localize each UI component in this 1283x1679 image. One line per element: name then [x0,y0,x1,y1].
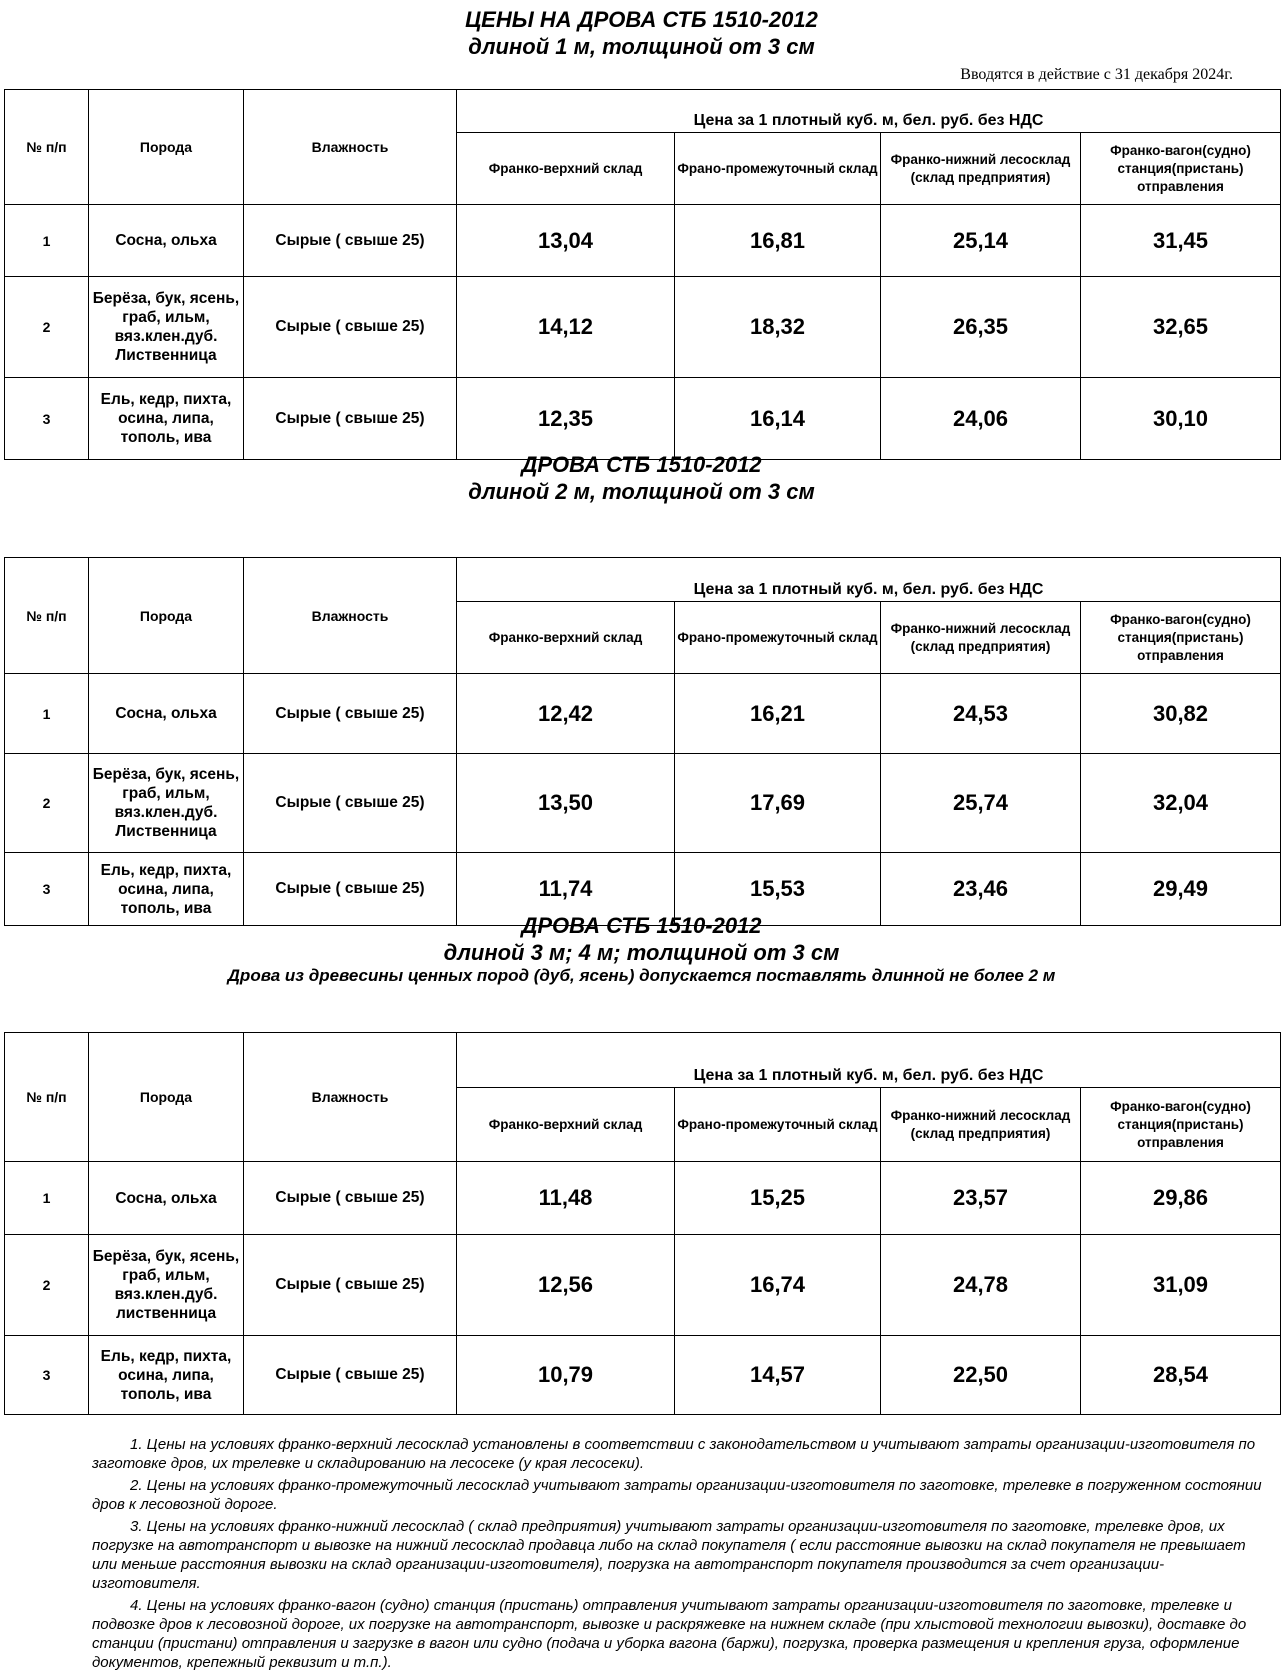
price-cell: 16,21 [675,674,881,754]
price-cell: 13,50 [457,754,675,853]
price-cell: 29,86 [1081,1162,1281,1235]
footnote-1: 1. Цены на условиях франко-верхний лесосклад установлены в соответствии с законодательством и учитывают затраты организации-изготовителя по заготовке дров, их трелевке и складированию на лесосеке (у края лесосеки). [92,1436,1256,1472]
price-cell: 30,82 [1081,674,1281,754]
row-num: 1 [5,1162,89,1235]
row-num: 1 [5,205,89,277]
row-humidity: Сырые ( свыше 25) [244,277,457,378]
price-table-2 [4,557,1281,926]
header-col-lower: Франко-нижний лесосклад (склад предприятия) [881,1088,1081,1162]
section-2-title: ДРОВА СТБ 1510-2012 [521,452,762,477]
section-2-subtitle: длиной 2 м, толщиной от 3 см [468,479,815,504]
price-cell: 16,74 [675,1235,881,1336]
header-col-intermediate: Франо-промежуточный склад [675,602,881,674]
row-num: 2 [5,277,89,378]
row-humidity: Сырые ( свыше 25) [244,378,457,460]
header-species: Порода [89,1033,244,1162]
row-num: 3 [5,378,89,460]
footnote-3: 3. Цены на условиях франко-нижний лесосклад ( склад предприятия) учитывают затраты организации-изготовителя по заготовке, трелевке дров, их погрузке на автотранспорт и вывозке на нижний лесосклад продавца либо на склад покупателя ( если расстояние вывозки на склад покупателя не превышает или меньше расстояния вывозки на склад организации-изготовителя), погрузка на автотранспорт покупателя производится за счет организации-изготовителя. [92,1518,1246,1592]
row-num: 2 [5,1235,89,1336]
header-col-wagon: Франко-вагон(судно) станция(пристань) отправления [1081,1088,1281,1162]
header-col-lower: Франко-нижний лесосклад (склад предприятия) [881,602,1081,674]
price-cell: 17,69 [675,754,881,853]
row-species: Сосна, ольха [89,1162,244,1235]
row-humidity: Сырые ( свыше 25) [244,674,457,754]
row-species: Сосна, ольха [89,205,244,277]
price-cell: 15,25 [675,1162,881,1235]
row-num: 3 [5,853,89,926]
header-species: Порода [89,90,244,205]
price-cell: 16,14 [675,378,881,460]
price-cell: 25,14 [881,205,1081,277]
header-col-lower: Франко-нижний лесосклад (склад предприятия) [881,133,1081,205]
row-species: Берёза, бук, ясень, граб, ильм, вяз.клен.дуб. Лиственница [89,754,244,853]
header-price-group: Цена за 1 плотный куб. м, бел. руб. без НДС [457,90,1281,133]
row-humidity: Сырые ( свыше 25) [244,205,457,277]
footnote-2: 2. Цены на условиях франко-промежуточный лесосклад учитывают затраты организации-изготовителя по заготовке, трелевке в погруженном состоянии дров к лесовозной дороге. [92,1477,1262,1513]
table-row [5,378,1281,460]
row-species: Ель, кедр, пихта, осина, липа, тополь, ива [89,853,244,926]
row-species: Берёза, бук, ясень, граб, ильм, вяз.клен.дуб. Лиственница [89,277,244,378]
row-num: 2 [5,754,89,853]
header-num: № п/п [5,90,89,205]
table-row [5,1235,1281,1336]
price-cell: 22,50 [881,1336,1081,1415]
row-num: 1 [5,674,89,754]
table-row [5,205,1281,277]
row-humidity: Сырые ( свыше 25) [244,1235,457,1336]
header-col-wagon: Франко-вагон(судно) станция(пристань) отправления [1081,602,1281,674]
header-col-intermediate: Франо-промежуточный склад [675,133,881,205]
row-species: Берёза, бук, ясень, граб, ильм, вяз.клен.дуб. лиственница [89,1235,244,1336]
table-row [5,277,1281,378]
row-humidity: Сырые ( свыше 25) [244,853,457,926]
price-cell: 25,74 [881,754,1081,853]
header-col-upper: Франко-верхний склад [457,133,675,205]
table-row [5,1336,1281,1415]
price-cell: 12,42 [457,674,675,754]
header-humidity: Влажность [244,1033,457,1162]
header-species: Порода [89,558,244,674]
price-cell: 18,32 [675,277,881,378]
header-col-upper: Франко-верхний склад [457,602,675,674]
price-cell: 23,57 [881,1162,1081,1235]
price-cell: 11,48 [457,1162,675,1235]
header-price-group: Цена за 1 плотный куб. м, бел. руб. без НДС [457,1033,1281,1088]
price-cell: 29,49 [1081,853,1281,926]
price-cell: 31,09 [1081,1235,1281,1336]
price-cell: 12,56 [457,1235,675,1336]
price-cell: 16,81 [675,205,881,277]
header-num: № п/п [5,1033,89,1162]
row-humidity: Сырые ( свыше 25) [244,754,457,853]
section-3-note: Дрова из древесины ценных пород (дуб, ясень) допускается поставлять длинной не более 2 м [227,966,1056,985]
header-humidity: Влажность [244,90,457,205]
price-cell: 11,74 [457,853,675,926]
footnotes [92,1435,1262,1675]
price-cell: 13,04 [457,205,675,277]
price-cell: 24,78 [881,1235,1081,1336]
row-species: Ель, кедр, пихта, осина, липа, тополь, ива [89,378,244,460]
price-cell: 10,79 [457,1336,675,1415]
table-row [5,1162,1281,1235]
price-cell: 15,53 [675,853,881,926]
section-1-subtitle: длиной 1 м, толщиной от 3 см [468,34,815,59]
row-species: Сосна, ольха [89,674,244,754]
header-col-wagon: Франко-вагон(судно) станция(пристань) отправления [1081,133,1281,205]
price-cell: 31,45 [1081,205,1281,277]
row-humidity: Сырые ( свыше 25) [244,1162,457,1235]
price-cell: 28,54 [1081,1336,1281,1415]
footnote-4: 4. Цены на условиях франко-вагон (судно) станция (пристань) отправления учитывают затраты организации-изготовителя по заготовке, трелевке и подвозке дров к лесовозной дороге, их погрузке на автотранспорт, вывозке и раскряжевке на нижнем складе (при хлыстовой технологии вывозки), доставке до станции (пристани) отправления и загрузке в вагон или судно (подача и уборка вагона (баржи), погрузка, проверка размещения и крепления груза, оформление документов, крепежный реквизит и т.п.). [92,1597,1247,1671]
row-species: Ель, кедр, пихта, осина, липа, тополь, ива [89,1336,244,1415]
section-3-subtitle: длиной 3 м; 4 м; толщиной от 3 см [443,940,840,965]
header-humidity: Влажность [244,558,457,674]
header-col-upper: Франко-верхний склад [457,1088,675,1162]
price-cell: 24,53 [881,674,1081,754]
price-cell: 14,12 [457,277,675,378]
header-price-group: Цена за 1 плотный куб. м, бел. руб. без НДС [457,558,1281,602]
table-row [5,674,1281,754]
header-col-intermediate: Франо-промежуточный склад [675,1088,881,1162]
section-1-title: ЦЕНЫ НА ДРОВА СТБ 1510-2012 [465,7,818,32]
price-cell: 14,57 [675,1336,881,1415]
section-3-title: ДРОВА СТБ 1510-2012 [521,913,762,938]
header-num: № п/п [5,558,89,674]
row-humidity: Сырые ( свыше 25) [244,1336,457,1415]
price-cell: 32,65 [1081,277,1281,378]
price-table-1 [4,89,1281,460]
price-cell: 30,10 [1081,378,1281,460]
price-cell: 24,06 [881,378,1081,460]
price-cell: 32,04 [1081,754,1281,853]
price-cell: 23,46 [881,853,1081,926]
table-row [5,754,1281,853]
effective-date: Вводятся в действие с 31 декабря 2024г. [960,66,1233,83]
row-num: 3 [5,1336,89,1415]
price-cell: 26,35 [881,277,1081,378]
price-cell: 12,35 [457,378,675,460]
price-table-3 [4,1032,1281,1415]
table-row [5,853,1281,926]
